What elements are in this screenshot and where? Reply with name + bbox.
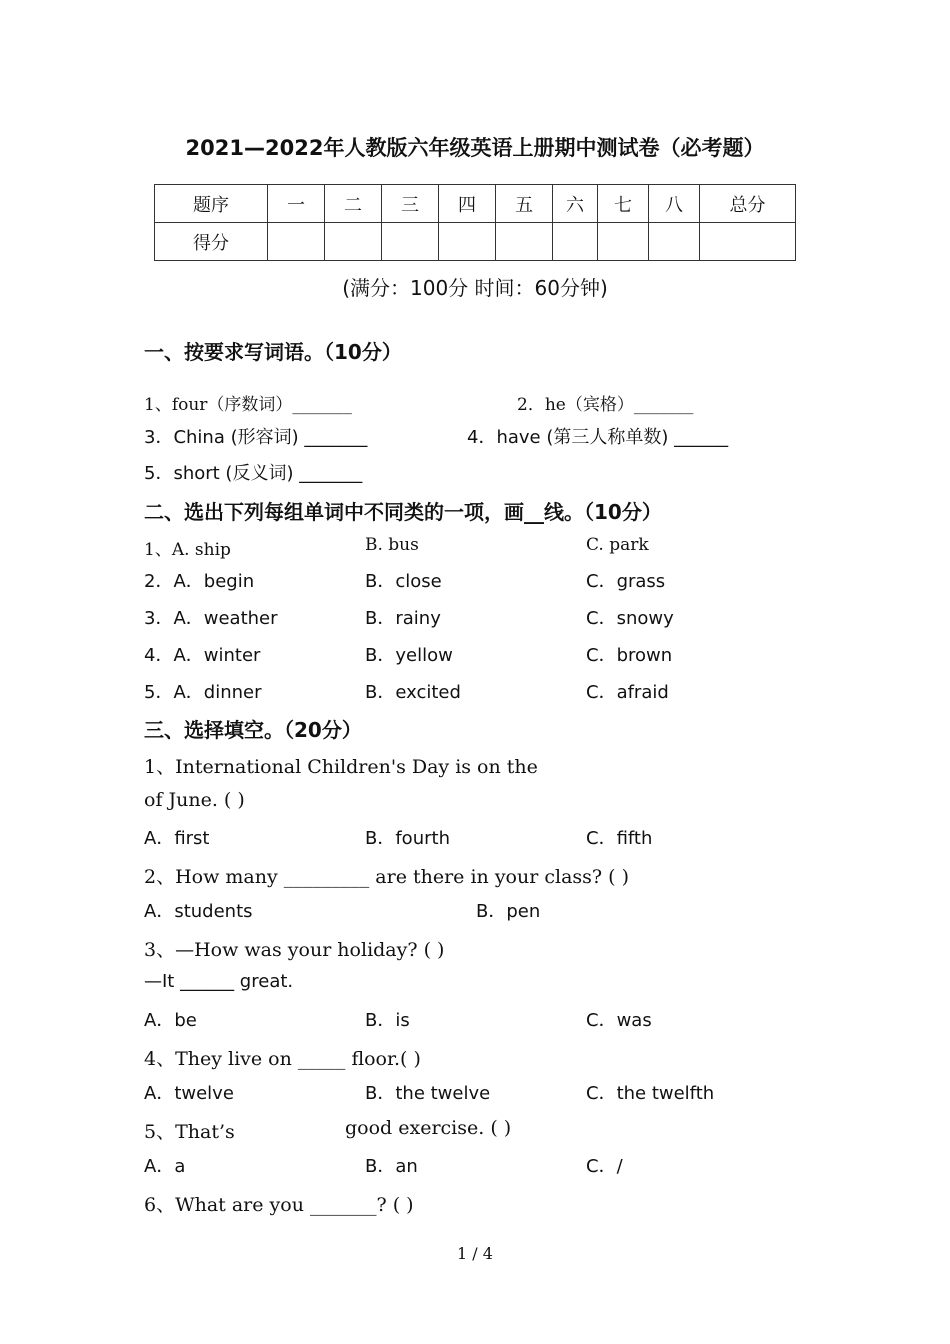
s3-q3-option-a: A．be (144, 1010, 197, 1031)
s2-row-5-c: C．afraid (586, 682, 669, 703)
table-cell: 一 (268, 185, 325, 223)
score-cell[interactable] (382, 223, 439, 261)
s3-q5-option-c: C．/ (586, 1156, 623, 1177)
s3-q4-option-a: A．twelve (144, 1083, 234, 1104)
s3-q2-option-a: A．students (144, 901, 253, 922)
s2-row-1-a: 1、A. ship (144, 540, 231, 560)
s2-row-2-a: 2．A．begin (144, 571, 255, 592)
score-cell[interactable] (439, 223, 496, 261)
section-1-title: 一、按要求写词语。（10分） (144, 340, 402, 364)
table-cell: 二 (325, 185, 382, 223)
full-score-time: (满分：100分 时间：60分钟) (342, 276, 608, 300)
s1-question-4: 4．have (第三人称单数) ______ (467, 427, 729, 448)
score-cell[interactable] (325, 223, 382, 261)
s3-question-3-line-1: 3、—How was your holiday? ( ) (144, 939, 445, 961)
s3-question-1-line-2: of June. ( ) (144, 789, 245, 811)
s3-q3-option-c: C．was (586, 1010, 652, 1031)
page-number: 1 / 4 (457, 1244, 493, 1263)
s3-question-5-left: 5、That’s (144, 1121, 235, 1143)
s3-q4-option-b: B．the twelve (365, 1083, 491, 1104)
s2-row-1-c: C. park (586, 535, 649, 555)
score-cell[interactable] (700, 223, 796, 261)
score-cell[interactable] (649, 223, 700, 261)
s3-question-6: 6、What are you _______? ( ) (144, 1194, 414, 1216)
s2-row-3-c: C．snowy (586, 608, 674, 629)
s2-row-2-c: C．grass (586, 571, 666, 592)
score-cell[interactable] (553, 223, 598, 261)
s3-q3-option-b: B．is (365, 1010, 410, 1031)
s3-question-2: 2、How many _________ are there in your class? ( ) (144, 866, 629, 888)
table-cell: 得分 (155, 223, 268, 261)
score-table-header-row (155, 185, 796, 223)
s2-row-4-a: 4．A．winter (144, 645, 261, 666)
s3-q1-option-a: A．first (144, 828, 210, 849)
score-cell[interactable] (598, 223, 649, 261)
table-cell: 六 (553, 185, 598, 223)
s1-question-3: 3．China (形容词) _______ (144, 427, 368, 448)
s2-row-1-b: B. bus (365, 535, 419, 555)
table-cell: 题序 (155, 185, 268, 223)
section-2-title: 二、选出下列每组单词中不同类的一项，画__线。（10分） (144, 500, 662, 524)
page-title: 2021—2022年人教版六年级英语上册期中测试卷（必考题） (185, 136, 765, 160)
s2-row-5-b: B．excited (365, 682, 461, 703)
s3-q5-option-b: B．an (365, 1156, 418, 1177)
s3-q2-option-b: B．pen (476, 901, 541, 922)
s3-q1-option-c: C．fifth (586, 828, 653, 849)
s1-question-5: 5．short (反义词) _______ (144, 463, 363, 484)
table-cell: 四 (439, 185, 496, 223)
s3-question-5-right: good exercise. ( ) (345, 1117, 512, 1139)
s3-q1-option-b: B．fourth (365, 828, 450, 849)
s2-row-4-c: C．brown (586, 645, 673, 666)
table-cell: 七 (598, 185, 649, 223)
s1-question-2: 2．he（宾格）_______ (517, 395, 694, 415)
score-cell[interactable] (496, 223, 553, 261)
table-cell: 五 (496, 185, 553, 223)
s1-question-1: 1、four（序数词）_______ (144, 395, 352, 415)
s2-row-3-a: 3．A．weather (144, 608, 278, 629)
table-cell: 三 (382, 185, 439, 223)
table-cell: 八 (649, 185, 700, 223)
s2-row-5-a: 5．A．dinner (144, 682, 262, 703)
table-cell: 总分 (700, 185, 796, 223)
score-cell[interactable] (268, 223, 325, 261)
s2-row-2-b: B．close (365, 571, 442, 592)
s2-row-4-b: B．yellow (365, 645, 453, 666)
s3-question-4: 4、They live on _____ floor.( ) (144, 1048, 421, 1070)
s3-q5-option-a: A．a (144, 1156, 186, 1177)
score-table (154, 184, 796, 261)
s3-question-1-line-1: 1、International Children's Day is on the (144, 756, 538, 778)
s3-question-3-line-2: —It ______ great. (144, 971, 294, 992)
score-table-score-row (155, 223, 796, 261)
s2-row-3-b: B．rainy (365, 608, 441, 629)
s3-q4-option-c: C．the twelfth (586, 1083, 715, 1104)
section-3-title: 三、选择填空。（20分） (144, 718, 362, 742)
